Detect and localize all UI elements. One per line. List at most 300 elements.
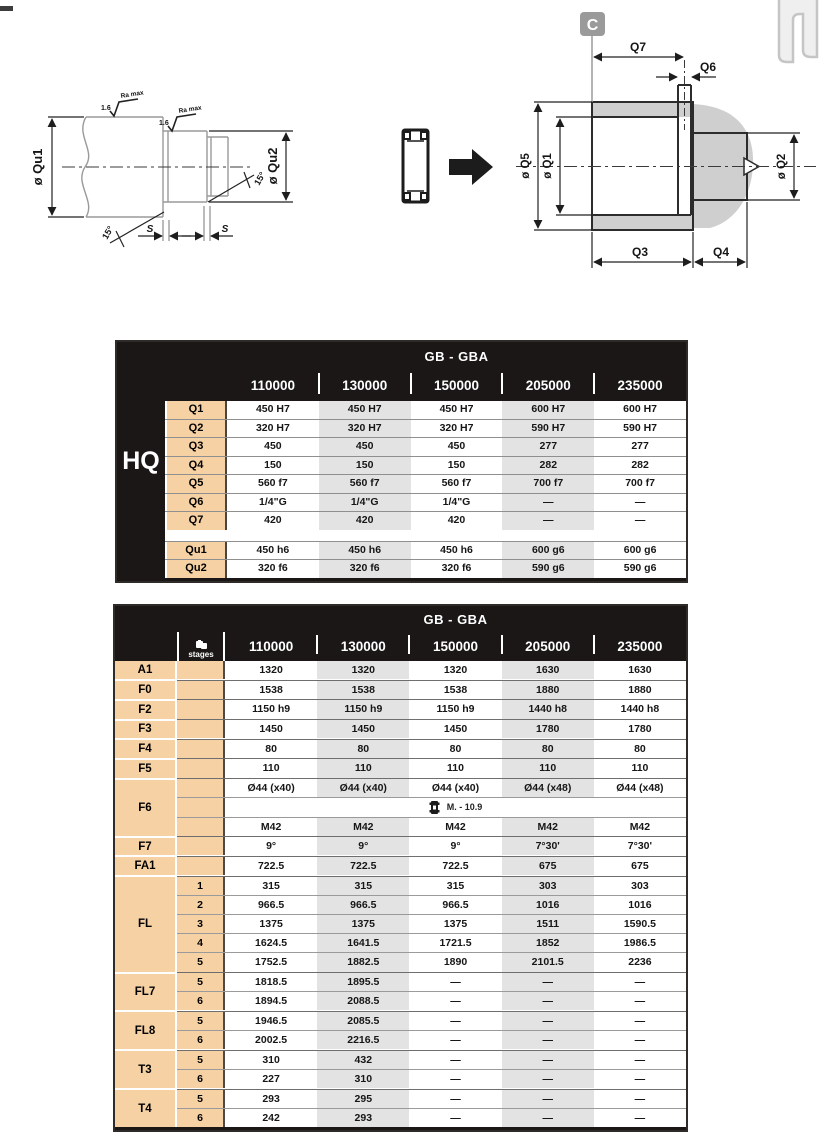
value-cell: 242 [225, 1109, 317, 1127]
dim-label-q6: Q6 [699, 60, 717, 74]
value-cell: 1624.5 [225, 934, 317, 952]
value-cell: 600 H7 [502, 401, 594, 419]
value-cell: 282 [594, 457, 686, 475]
value-cell: 1320 [317, 661, 409, 679]
stages-label: stages [188, 650, 214, 659]
roughness-value-1: 1.6 [101, 105, 111, 112]
row-group [115, 1051, 686, 1088]
table-row [177, 933, 686, 952]
column-headers [225, 632, 686, 661]
table-row [177, 837, 686, 855]
row-label: Q6 [165, 494, 227, 512]
value-cell: — [409, 1090, 501, 1108]
value-cell: 675 [594, 857, 686, 875]
value-cell: Ø44 (x40) [317, 779, 409, 797]
stage-cell: 2 [177, 896, 225, 914]
value-cell: — [502, 1070, 594, 1088]
stage-cell [177, 740, 225, 758]
value-cell: 450 [411, 438, 503, 456]
value-cell: 1882.5 [317, 953, 409, 971]
value-cell: 1538 [225, 681, 317, 699]
dim-label-q2: ø Q2 [776, 153, 788, 180]
value-cell: 590 H7 [502, 420, 594, 438]
dimensions-table-header [115, 606, 686, 661]
value-cell: — [502, 1012, 594, 1030]
stage-cell [177, 798, 225, 816]
table-row [177, 1090, 686, 1108]
value-cell: 1450 [409, 720, 501, 738]
value-cell: — [594, 1051, 686, 1069]
dim-label-q1: ø Q1 [542, 153, 554, 179]
value-cell: — [594, 973, 686, 991]
value-cell: — [502, 1090, 594, 1108]
dimensions-table [113, 604, 688, 1132]
value-cell: 110 [502, 759, 594, 777]
table-title: GB - GBA [424, 349, 489, 364]
value-cell: 9° [409, 837, 501, 855]
value-cell: 315 [409, 877, 501, 895]
dim-label-qu1: ø Qu1 [30, 148, 45, 186]
value-cell: 1375 [225, 915, 317, 933]
table-row [165, 511, 686, 530]
value-cell: 600 g6 [594, 542, 686, 560]
value-cell: M42 [594, 818, 686, 836]
row-label: Q5 [165, 475, 227, 493]
value-cell: 450 H7 [411, 401, 503, 419]
row-group [115, 838, 686, 856]
stage-cell: 5 [177, 973, 225, 991]
bolt-class-note [225, 798, 686, 816]
table-row [177, 952, 686, 971]
value-cell: 1/4"G [319, 494, 411, 512]
value-cell: 150 [411, 457, 503, 475]
value-cell: M42 [409, 818, 501, 836]
stage-cell: 5 [177, 1090, 225, 1108]
table-row [177, 740, 686, 758]
value-cell: 1852 [502, 934, 594, 952]
value-cell: 1150 h9 [409, 700, 501, 718]
table-row [165, 419, 686, 438]
row-group [115, 661, 686, 679]
stage-cell [177, 759, 225, 777]
value-cell: 700 f7 [594, 475, 686, 493]
group-rows [177, 972, 686, 1010]
row-group [115, 740, 686, 758]
stage-cell: 3 [177, 915, 225, 933]
column-header: 150000 [411, 370, 503, 401]
bolt-class-text: M. - 10.9 [446, 802, 483, 813]
column-header: 110000 [250, 378, 296, 393]
value-cell: 450 h6 [411, 542, 503, 560]
value-cell: 303 [594, 877, 686, 895]
value-cell: 295 [317, 1090, 409, 1108]
dim-label-q3: Q3 [631, 245, 649, 259]
value-cell: — [594, 494, 686, 512]
table-row [177, 759, 686, 777]
value-cell: 7°30' [502, 837, 594, 855]
row-group [115, 857, 686, 875]
table-row [177, 914, 686, 933]
row-label: F2 [115, 701, 177, 719]
value-cell: 2085.5 [317, 1012, 409, 1030]
value-cell: 1016 [594, 896, 686, 914]
value-cell: 1538 [317, 681, 409, 699]
column-headers [227, 370, 686, 401]
stage-cell: 6 [177, 1031, 225, 1049]
value-cell: — [502, 1109, 594, 1127]
hub-drawing [516, 12, 816, 268]
column-header: 205000 [502, 370, 594, 401]
table-title: GB - GBA [423, 612, 488, 627]
value-cell: 1780 [502, 720, 594, 738]
value-cell: 1641.5 [317, 934, 409, 952]
roughness-note-2: Ra max [178, 104, 203, 115]
row-label: FA1 [115, 857, 177, 875]
column-header: 110000 [248, 639, 294, 654]
table-row [177, 857, 686, 875]
value-cell: 450 h6 [227, 542, 319, 560]
row-group [115, 1012, 686, 1049]
row-group [115, 974, 686, 1011]
group-rows [177, 680, 686, 699]
table-bottom-border [117, 578, 686, 581]
row-label: FL8 [115, 1012, 177, 1049]
column-header: 150000 [409, 632, 501, 661]
value-cell: 277 [594, 438, 686, 456]
table-row [165, 401, 686, 419]
stage-cell: 5 [177, 1012, 225, 1030]
table-row [177, 1108, 686, 1127]
value-cell: — [409, 1031, 501, 1049]
table-row [177, 700, 686, 718]
row-group [115, 1090, 686, 1127]
table-row [177, 1069, 686, 1088]
value-cell: Ø44 (x40) [225, 779, 317, 797]
value-cell: 420 [227, 512, 319, 530]
value-cell: — [409, 992, 501, 1010]
table-row [165, 493, 686, 512]
row-group [115, 760, 686, 778]
row-label: F5 [115, 760, 177, 778]
value-cell: 2101.5 [502, 953, 594, 971]
value-cell: 1590.5 [594, 915, 686, 933]
value-cell: 80 [594, 740, 686, 758]
stage-cell [177, 818, 225, 836]
group-rows [177, 1089, 686, 1127]
row-label: FL7 [115, 974, 177, 1011]
value-cell: 1375 [317, 915, 409, 933]
row-label: F3 [115, 721, 177, 739]
value-cell: — [594, 1070, 686, 1088]
stage-cell [177, 700, 225, 718]
stage-cell [177, 661, 225, 679]
row-label: FL [115, 877, 177, 971]
value-cell: 7°30' [594, 837, 686, 855]
value-cell: 80 [317, 740, 409, 758]
value-cell: 320 f6 [319, 560, 411, 578]
table-row [177, 973, 686, 991]
value-cell: — [409, 1109, 501, 1127]
value-cell: 722.5 [317, 857, 409, 875]
row-label: F4 [115, 740, 177, 758]
hq-table-header [117, 342, 686, 401]
value-cell: 1538 [409, 681, 501, 699]
value-cell: 282 [502, 457, 594, 475]
value-cell: 1895.5 [317, 973, 409, 991]
value-cell: — [594, 512, 686, 530]
group-rows [177, 778, 686, 836]
value-cell: 1780 [594, 720, 686, 738]
value-cell: 150 [319, 457, 411, 475]
group-rows [177, 699, 686, 718]
value-cell: 700 f7 [502, 475, 594, 493]
value-cell: 150 [227, 457, 319, 475]
value-cell: 560 f7 [227, 475, 319, 493]
column-header: 205000 [502, 632, 594, 661]
column-header: 235000 [594, 632, 686, 661]
value-cell: 80 [502, 740, 594, 758]
value-cell: 1511 [502, 915, 594, 933]
value-cell: 293 [225, 1090, 317, 1108]
stage-cell [177, 857, 225, 875]
value-cell: 110 [409, 759, 501, 777]
value-cell: M42 [317, 818, 409, 836]
roughness-value-2: 1.6 [159, 120, 169, 127]
hq-group-band [117, 342, 165, 581]
value-cell: Ø44 (x40) [409, 779, 501, 797]
row-label: T4 [115, 1090, 177, 1127]
stage-cell: 6 [177, 992, 225, 1010]
value-cell: 110 [317, 759, 409, 777]
value-cell: 1752.5 [225, 953, 317, 971]
value-cell: 420 [411, 512, 503, 530]
stage-cell [177, 681, 225, 699]
column-header: 130000 [319, 370, 411, 401]
value-cell: 450 [227, 438, 319, 456]
row-label: F7 [115, 838, 177, 856]
value-cell: 2236 [594, 953, 686, 971]
value-cell: — [502, 512, 594, 530]
value-cell: — [594, 1031, 686, 1049]
page-corner-mark [0, 6, 13, 11]
value-cell: 293 [317, 1109, 409, 1127]
value-cell: 320 H7 [227, 420, 319, 438]
table-row [177, 681, 686, 699]
value-cell: 315 [225, 877, 317, 895]
row-label: A1 [115, 661, 177, 679]
row-label: Q3 [165, 438, 227, 456]
value-cell: — [594, 1090, 686, 1108]
stage-cell: 4 [177, 934, 225, 952]
value-cell: 1450 [225, 720, 317, 738]
table-row [177, 797, 686, 816]
table-row [165, 456, 686, 475]
value-cell: 966.5 [317, 896, 409, 914]
table-row [165, 541, 686, 560]
value-cell: 590 g6 [594, 560, 686, 578]
value-cell: 600 H7 [594, 401, 686, 419]
hub-dimensions [534, 57, 800, 268]
value-cell: 320 f6 [411, 560, 503, 578]
value-cell: 320 H7 [319, 420, 411, 438]
row-label: Q1 [165, 401, 227, 419]
value-cell: 110 [594, 759, 686, 777]
value-cell: 1450 [317, 720, 409, 738]
value-cell: — [409, 1070, 501, 1088]
value-cell: 1630 [594, 661, 686, 679]
value-cell: M42 [502, 818, 594, 836]
row-label: Qu2 [165, 560, 227, 578]
group-rows [177, 1011, 686, 1049]
table-row [165, 437, 686, 456]
table-row [177, 661, 686, 679]
value-cell: 1880 [502, 681, 594, 699]
row-label: Q4 [165, 457, 227, 475]
value-cell: — [409, 1051, 501, 1069]
value-cell: 1880 [594, 681, 686, 699]
group-rows [177, 1050, 686, 1088]
row-label: F6 [115, 780, 177, 836]
value-cell: 303 [502, 877, 594, 895]
stages-column-header [177, 632, 225, 661]
dimensions-table-body [115, 661, 686, 1127]
value-cell: — [502, 973, 594, 991]
stage-cell [177, 720, 225, 738]
section-flag-label: C [586, 17, 599, 34]
stage-cell [177, 779, 225, 797]
value-cell: 560 f7 [319, 475, 411, 493]
value-cell: — [502, 1031, 594, 1049]
group-rows [177, 836, 686, 855]
value-cell: — [594, 1012, 686, 1030]
value-cell: 1894.5 [225, 992, 317, 1010]
value-cell: 432 [317, 1051, 409, 1069]
value-cell: 2216.5 [317, 1031, 409, 1049]
value-cell: — [502, 992, 594, 1010]
value-cell: 1150 h9 [317, 700, 409, 718]
technical-drawings [0, 0, 830, 322]
coupling-icon [779, 0, 817, 62]
value-cell: 420 [319, 512, 411, 530]
group-rows [177, 876, 686, 972]
roughness-note-1: Ra max [120, 89, 145, 100]
right-arrow-icon [449, 149, 493, 185]
value-cell: 1150 h9 [225, 700, 317, 718]
value-cell: 110 [225, 759, 317, 777]
table-row [177, 877, 686, 895]
row-group [115, 701, 686, 719]
value-cell: 1375 [409, 915, 501, 933]
group-rows [177, 739, 686, 758]
dim-label-qu2: ø Qu2 [265, 147, 280, 185]
table-row [177, 1051, 686, 1069]
dim-label-q4: Q4 [712, 245, 730, 259]
value-cell: 310 [225, 1051, 317, 1069]
value-cell: 1986.5 [594, 934, 686, 952]
value-cell: 9° [317, 837, 409, 855]
stage-cell: 5 [177, 1051, 225, 1069]
value-cell: 320 H7 [411, 420, 503, 438]
value-cell: 722.5 [225, 857, 317, 875]
table-row [177, 991, 686, 1010]
value-cell: 1890 [409, 953, 501, 971]
row-label: T3 [115, 1051, 177, 1088]
value-cell: 450 H7 [319, 401, 411, 419]
stage-cell [177, 837, 225, 855]
gears-icon [195, 640, 208, 650]
stage-cell: 6 [177, 1109, 225, 1127]
group-rows [177, 856, 686, 875]
chamfer-label-1: 15° [100, 224, 116, 241]
value-cell: 2088.5 [317, 992, 409, 1010]
row-label: Q7 [165, 512, 227, 530]
value-cell: — [502, 494, 594, 512]
table-gap [165, 530, 686, 541]
value-cell: — [502, 1051, 594, 1069]
row-label: Q2 [165, 420, 227, 438]
hq-group-label: HQ [122, 446, 160, 475]
value-cell: 227 [225, 1070, 317, 1088]
bolt-icon [429, 801, 440, 814]
table-row [177, 895, 686, 914]
value-cell: 590 H7 [594, 420, 686, 438]
group-rows [177, 758, 686, 777]
row-label: F0 [115, 681, 177, 699]
table-row [177, 720, 686, 738]
value-cell: 966.5 [225, 896, 317, 914]
value-cell: 310 [317, 1070, 409, 1088]
row-group [115, 780, 686, 836]
value-cell: — [594, 992, 686, 1010]
row-label: Qu1 [165, 542, 227, 560]
row-group [115, 721, 686, 739]
table-row [165, 559, 686, 578]
hq-table [115, 340, 688, 583]
table-row [177, 1012, 686, 1030]
value-cell: 1320 [225, 661, 317, 679]
table-row [165, 474, 686, 493]
row-group [115, 681, 686, 699]
value-cell: — [409, 1012, 501, 1030]
value-cell: 277 [502, 438, 594, 456]
value-cell: 1818.5 [225, 973, 317, 991]
value-cell: 450 [319, 438, 411, 456]
stage-cell: 6 [177, 1070, 225, 1088]
value-cell: 9° [225, 837, 317, 855]
value-cell: 1/4"G [227, 494, 319, 512]
value-cell: M42 [225, 818, 317, 836]
value-cell: 80 [225, 740, 317, 758]
value-cell: 80 [409, 740, 501, 758]
value-cell: 1946.5 [225, 1012, 317, 1030]
value-cell: — [594, 1109, 686, 1127]
value-cell: 1016 [502, 896, 594, 914]
stage-cell: 5 [177, 953, 225, 971]
dim-label-s1: S [146, 224, 154, 235]
value-cell: 1320 [409, 661, 501, 679]
value-cell: 590 g6 [502, 560, 594, 578]
value-cell: 320 f6 [227, 560, 319, 578]
group-rows [177, 719, 686, 738]
value-cell: 1/4"G [411, 494, 503, 512]
table-row [177, 817, 686, 836]
value-cell: 675 [502, 857, 594, 875]
value-cell: Ø44 (x48) [502, 779, 594, 797]
value-cell: 560 f7 [411, 475, 503, 493]
column-header: 130000 [317, 632, 409, 661]
value-cell: 722.5 [409, 857, 501, 875]
shaft-end-drawing [30, 89, 293, 247]
